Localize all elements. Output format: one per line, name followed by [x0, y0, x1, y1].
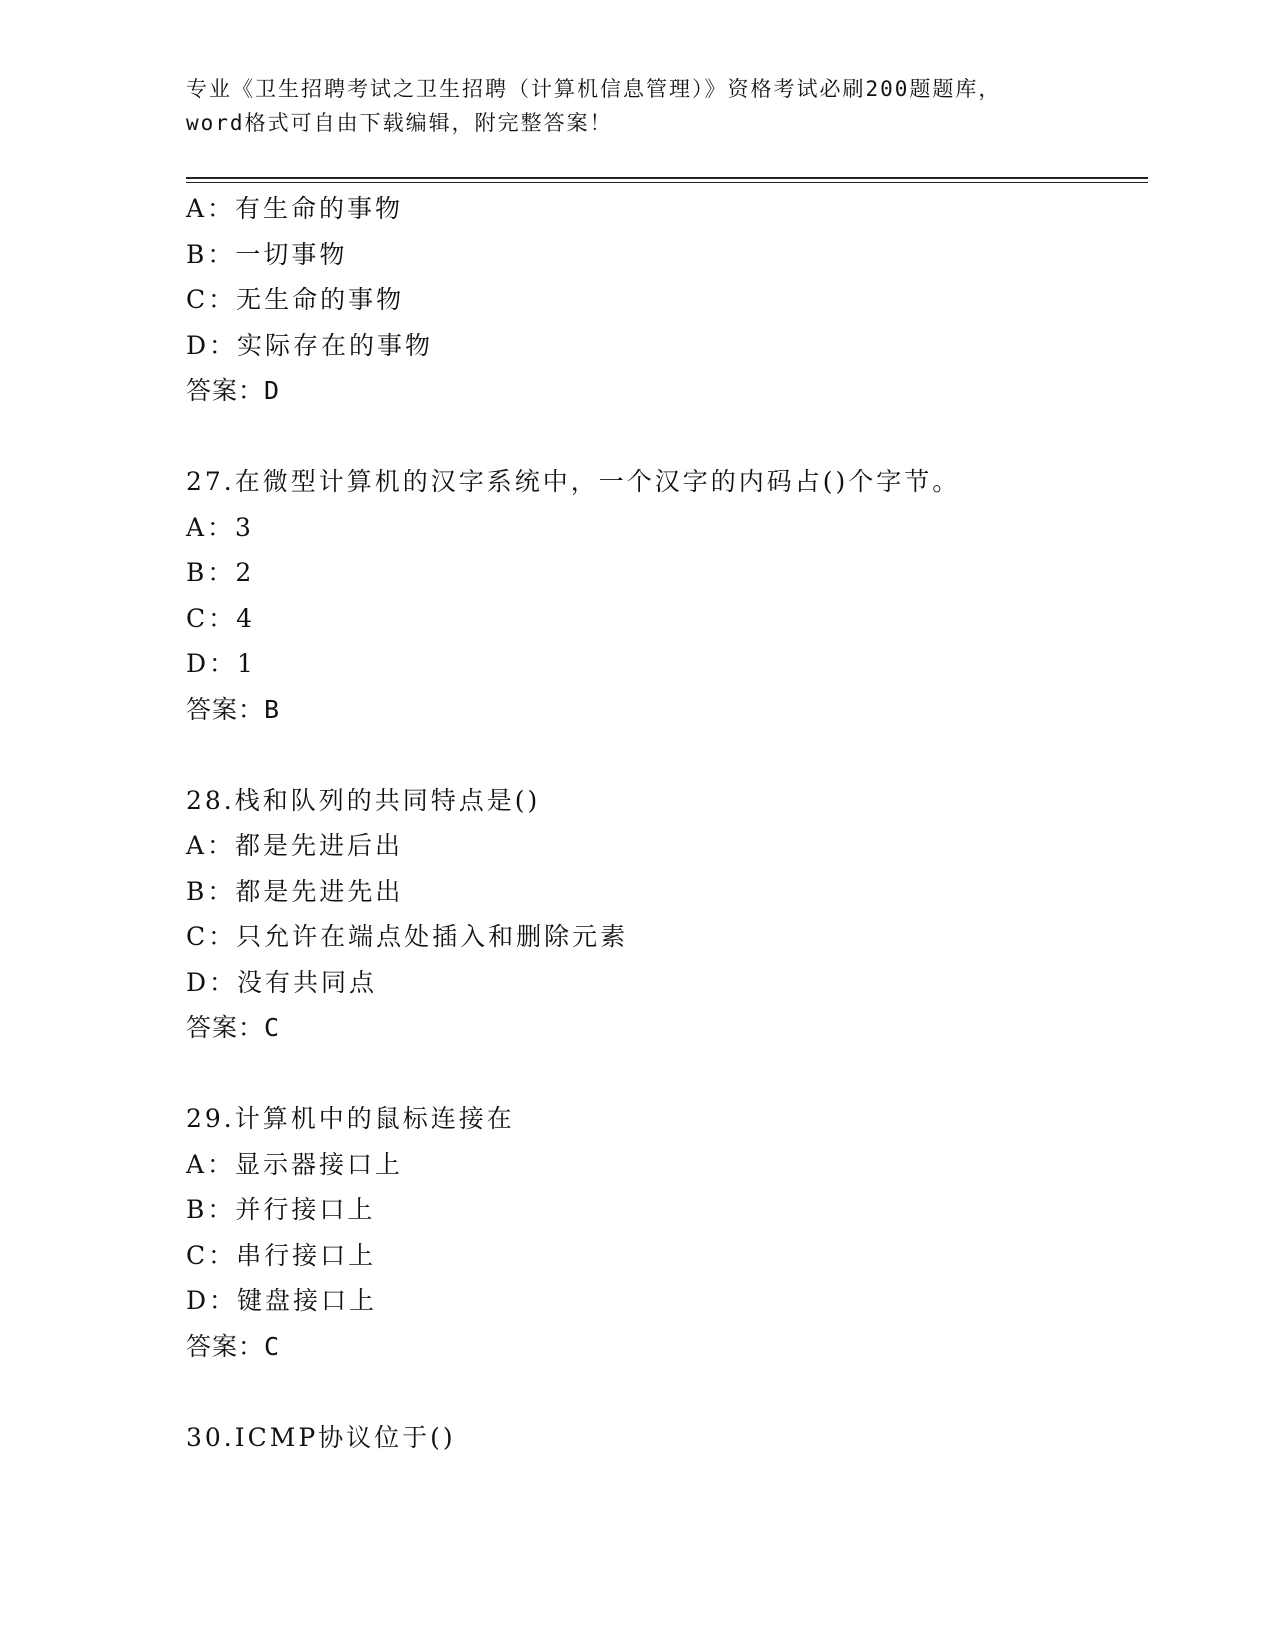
option-c: C：串行接口上	[186, 1240, 377, 1270]
option-b: B：并行接口上	[186, 1195, 376, 1224]
header-line-2: word格式可自由下载编辑，附完整答案！	[186, 111, 613, 135]
answer: 答案：D	[186, 376, 281, 405]
option-b: B：都是先进先出	[186, 876, 404, 906]
question-title: 29.计算机中的鼠标连接在	[186, 1104, 515, 1133]
header-divider	[186, 177, 1148, 179]
question-27	[186, 459, 1146, 732]
option-a: A：有生命的事物	[186, 194, 404, 223]
answer: 答案：B	[186, 694, 281, 724]
option-b: B：一切事物	[186, 239, 348, 269]
document-header	[186, 72, 1086, 140]
question-title: 30.ICMP协议位于()	[186, 1422, 456, 1452]
question-30	[186, 1415, 1146, 1461]
option-a: A：显示器接口上	[186, 1149, 404, 1179]
option-a: A：3	[186, 512, 254, 542]
question-list	[186, 186, 1146, 1460]
option-a: A：都是先进后出	[186, 831, 404, 860]
header-divider-thin	[186, 182, 1148, 183]
option-c: C：只允许在端点处插入和删除元素	[186, 922, 629, 951]
option-d: D：键盘接口上	[186, 1286, 378, 1315]
option-c: C：无生命的事物	[186, 285, 405, 314]
question-title: 28.栈和队列的共同特点是()	[186, 785, 541, 815]
option-d: D：没有共同点	[186, 967, 378, 997]
question-28	[186, 778, 1146, 1051]
question-title: 27.在微型计算机的汉字系统中，一个汉字的内码占()个字节。	[186, 467, 961, 496]
header-line-1: 专业《卫生招聘考试之卫生招聘（计算机信息管理）》资格考试必刷200题题库，	[186, 77, 1002, 101]
option-d: D：1	[186, 649, 256, 678]
question-26-partial	[186, 186, 1146, 414]
option-d: D：实际存在的事物	[186, 330, 434, 360]
answer: 答案：C	[186, 1331, 281, 1361]
answer: 答案：C	[186, 1013, 281, 1042]
option-b: B：2	[186, 558, 255, 587]
option-c: C：4	[186, 603, 256, 633]
question-29	[186, 1096, 1146, 1369]
